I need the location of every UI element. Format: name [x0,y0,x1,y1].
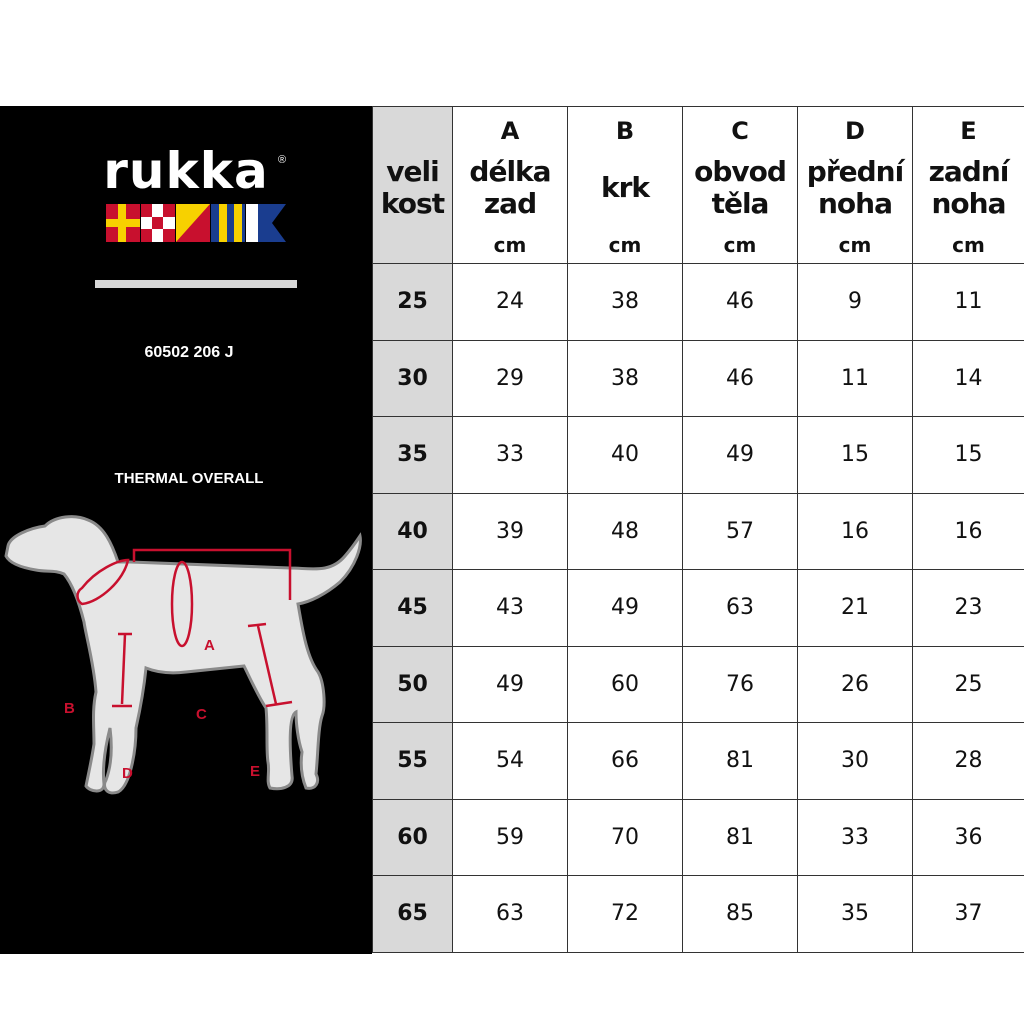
measurement-cell: 15 [913,417,1024,494]
header-label [683,143,797,233]
size-cell: 30 [373,340,453,417]
header-label [373,143,452,233]
header-label-line: noha [931,187,1006,220]
size-cell: 25 [373,264,453,341]
measurement-cell: 38 [568,340,683,417]
table-body [373,264,1024,953]
measurement-cell: 33 [798,799,913,876]
measurement-cell: 63 [453,876,568,953]
size-cell: 60 [373,799,453,876]
flag-2-icon [141,204,175,242]
measurement-cell: 46 [683,340,798,417]
measurement-cell: 36 [913,799,1024,876]
header-col-d [798,107,913,264]
header-letter: D [845,117,865,145]
label-b: B [64,700,75,717]
header-unit: cm [723,233,757,257]
label-e: E [250,763,261,780]
flag-5-icon [246,204,286,242]
measurement-cell: 23 [913,570,1024,647]
header-label-line: těla [711,187,769,220]
measurement-cell: 11 [798,340,913,417]
header-letter: A [500,117,520,145]
size-cell: 35 [373,417,453,494]
measurement-cell: 30 [798,723,913,800]
brand-logo-text: rukka [103,142,269,200]
header-col-a [453,107,568,264]
header-col-b [568,107,683,264]
header-label-line: zadní [928,154,1009,188]
table-row [373,340,1024,417]
measurement-cell: 39 [453,493,568,570]
label-a: A [204,637,215,654]
header-label [568,143,682,233]
flag-1-icon [106,204,140,242]
header-col-e [913,107,1024,264]
product-code: 60502 206 J [144,344,234,361]
product-name: THERMAL OVERALL [114,470,264,487]
measurement-cell: 21 [798,570,913,647]
header-label-line: přední [806,154,904,188]
measurement-cell: 14 [913,340,1024,417]
registered-mark: ® [278,154,287,166]
header-label [453,143,567,233]
measurement-cell: 49 [568,570,683,647]
header-label-line: kost [380,187,445,220]
measurement-cell: 49 [683,417,798,494]
header-label-line: veli [386,154,439,188]
header-row [373,107,1024,264]
divider-bar [95,280,297,288]
measurement-cell: 40 [568,417,683,494]
header-size [373,107,453,264]
header-label-line: obvod [694,154,786,188]
table-row [373,493,1024,570]
measurement-cell: 28 [913,723,1024,800]
measurement-cell: 26 [798,646,913,723]
header-col-c [683,107,798,264]
measurement-cell: 33 [453,417,568,494]
measurement-cell: 48 [568,493,683,570]
measurement-cell: 60 [568,646,683,723]
size-cell: 50 [373,646,453,723]
flag-4-icon [211,204,245,242]
size-cell: 40 [373,493,453,570]
measurement-cell: 70 [568,799,683,876]
table-row [373,646,1024,723]
header-letter: B [615,117,635,145]
measurement-cell: 49 [453,646,568,723]
measurement-cell: 43 [453,570,568,647]
table-row [373,264,1024,341]
label-c: C [196,706,207,723]
header-label [798,143,912,233]
measurement-cell: 59 [453,799,568,876]
measurement-cell: 35 [798,876,913,953]
header-letter [373,119,452,143]
dog-measurement-diagram [0,496,372,816]
measurement-cell: 72 [568,876,683,953]
header-label [913,143,1024,233]
header-label-line: krk [600,170,650,204]
header-label-line: zad [483,187,537,220]
measurement-cell: 38 [568,264,683,341]
signal-flags-logo [106,204,286,242]
size-cell: 45 [373,570,453,647]
header-unit: cm [493,233,527,257]
measurement-cell: 29 [453,340,568,417]
measurement-cell: 54 [453,723,568,800]
measurement-cell: 15 [798,417,913,494]
flag-3-icon [176,204,210,242]
label-d: D [122,765,133,782]
header-letter: E [960,117,977,145]
measurement-cell: 46 [683,264,798,341]
table-row [373,570,1024,647]
table-row [373,876,1024,953]
measurement-cell: 76 [683,646,798,723]
measurement-cell: 81 [683,799,798,876]
measurement-cell: 9 [798,264,913,341]
measurement-cell: 63 [683,570,798,647]
measurement-cell: 66 [568,723,683,800]
header-unit [373,233,452,255]
measurement-cell: 57 [683,493,798,570]
dog-silhouette-icon [6,517,360,793]
measurement-cell: 11 [913,264,1024,341]
header-label-line: noha [817,187,892,220]
measurement-cell: 24 [453,264,568,341]
size-cell: 55 [373,723,453,800]
size-cell: 65 [373,876,453,953]
measurement-cell: 37 [913,876,1024,953]
table-row [373,723,1024,800]
measurement-cell: 16 [798,493,913,570]
table-row [373,417,1024,494]
table-row [373,799,1024,876]
measurement-cell: 81 [683,723,798,800]
measurement-cell: 85 [683,876,798,953]
header-letter: C [731,117,749,145]
header-unit: cm [838,233,872,257]
measurement-cell: 25 [913,646,1024,723]
measurement-cell: 16 [913,493,1024,570]
header-unit: cm [952,233,985,257]
header-unit: cm [608,233,642,257]
size-chart-table [372,106,1024,953]
brand-panel [0,106,372,954]
header-label-line: délka [469,154,551,188]
